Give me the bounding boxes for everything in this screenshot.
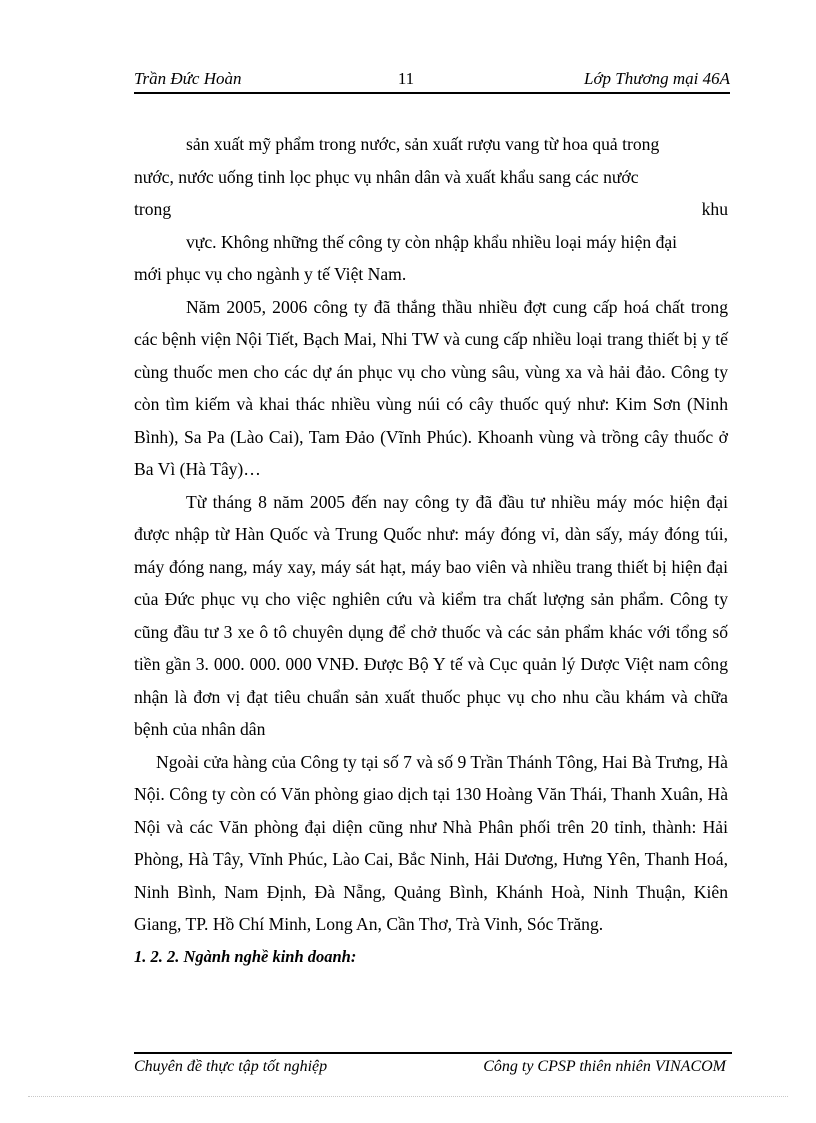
page-body bbox=[134, 128, 728, 973]
paragraph-offices: Ngoài cửa hàng của Công ty tại số 7 và số 9 Trần Thánh Tông, Hai Bà Trưng, Hà Nội. Công ty còn có Văn phòng giao dịch tại 130 Hoàng Văn Thái, Thanh Xuân, Hà Nội và các Văn phòng đại diện cũng như Nhà Phân phối trên 20 tỉnh, thành: Hải Phòng, Hà Tây, Vĩnh Phúc, Lào Cai, Bắc Ninh, Hải Dương, Hưng Yên, Thanh Hoá, Ninh Bình, Nam Định, Đà Nẵng, Quảng Bình, Khánh Hoà, Ninh Thuận, Kiên Giang, TP. Hồ Chí Minh, Long An, Cần Thơ, Trà Vinh, Sóc Trăng. bbox=[134, 751, 728, 934]
paragraph-line: mới phục vụ cho ngành y tế Việt Nam. bbox=[134, 264, 407, 284]
header-author: Trần Đức Hoàn bbox=[134, 69, 242, 88]
header-class-name: Lớp Thương mại 46A bbox=[584, 69, 730, 88]
paragraph-equipment: Từ tháng 8 năm 2005 đến nay công ty đã đầu tư nhiều máy móc hiện đại được nhập từ Hàn Quốc và Trung Quốc như: máy đóng vỉ, dàn sấy, máy đóng túi, máy đóng nang, máy xay, máy sát hạt, máy bao viên và nhiều trang thiết bị hiện đại của Đức phục vụ cho việc nghiên cứu và kiểm tra chất lượng sản phẩm. Công ty cũng đầu tư 3 xe ô tô chuyên dụng để chở thuốc và các sản phẩm khác với tổng số tiền gần 3. 000. 000. 000 VNĐ. Được Bộ Y tế và Cục quản lý Dược Việt nam công nhận là đơn vị đạt tiêu chuẩn sản xuất thuốc phục vụ cho nhu cầu khám và chữa bệnh của nhân dân bbox=[134, 491, 728, 739]
paragraph-line: vực. Không những thế công ty còn nhập khẩu nhiều loại máy hiện đại bbox=[186, 231, 678, 252]
paragraph-word: khu bbox=[701, 199, 728, 219]
paragraph-line: nước, nước uống tinh lọc phục vụ nhân dân và xuất khẩu sang các nước bbox=[134, 166, 639, 187]
footer-left: Chuyên đề thực tập tốt nghiệp bbox=[134, 1058, 328, 1075]
page-header bbox=[134, 66, 730, 94]
page-bottom-divider bbox=[28, 1096, 788, 1097]
footer-right: Công ty CPSP thiên nhiên VINACOM bbox=[483, 1058, 726, 1075]
paragraph-line: sản xuất mỹ phẩm trong nước, sản xuất rượu vang từ hoa quả trong bbox=[186, 134, 660, 154]
page-footer bbox=[134, 1052, 732, 1084]
paragraph-word: trong bbox=[134, 199, 172, 219]
paragraph-line-spread bbox=[134, 193, 728, 226]
section-heading: 1. 2. 2. Ngành nghề kinh doanh: bbox=[134, 946, 357, 966]
paragraph-contracts: Năm 2005, 2006 công ty đã thắng thầu nhiều đợt cung cấp hoá chất trong các bệnh viện Nội Tiết, Bạch Mai, Nhi TW và cung cấp nhiều loại trang thiết bị y tế cùng thuốc men cho các dự án phục vụ cho vùng sâu, vùng xa và hải đảo. Công ty còn tìm kiếm và khai thác nhiều vùng núi có cây thuốc quý như: Kim Sơn (Ninh Bình), Sa Pa (Lào Cai), Tam Đảo (Vĩnh Phúc). Khoanh vùng và trồng cây thuốc ở Ba Vì (Hà Tây)… bbox=[134, 296, 728, 479]
header-page-number: 11 bbox=[397, 69, 415, 88]
